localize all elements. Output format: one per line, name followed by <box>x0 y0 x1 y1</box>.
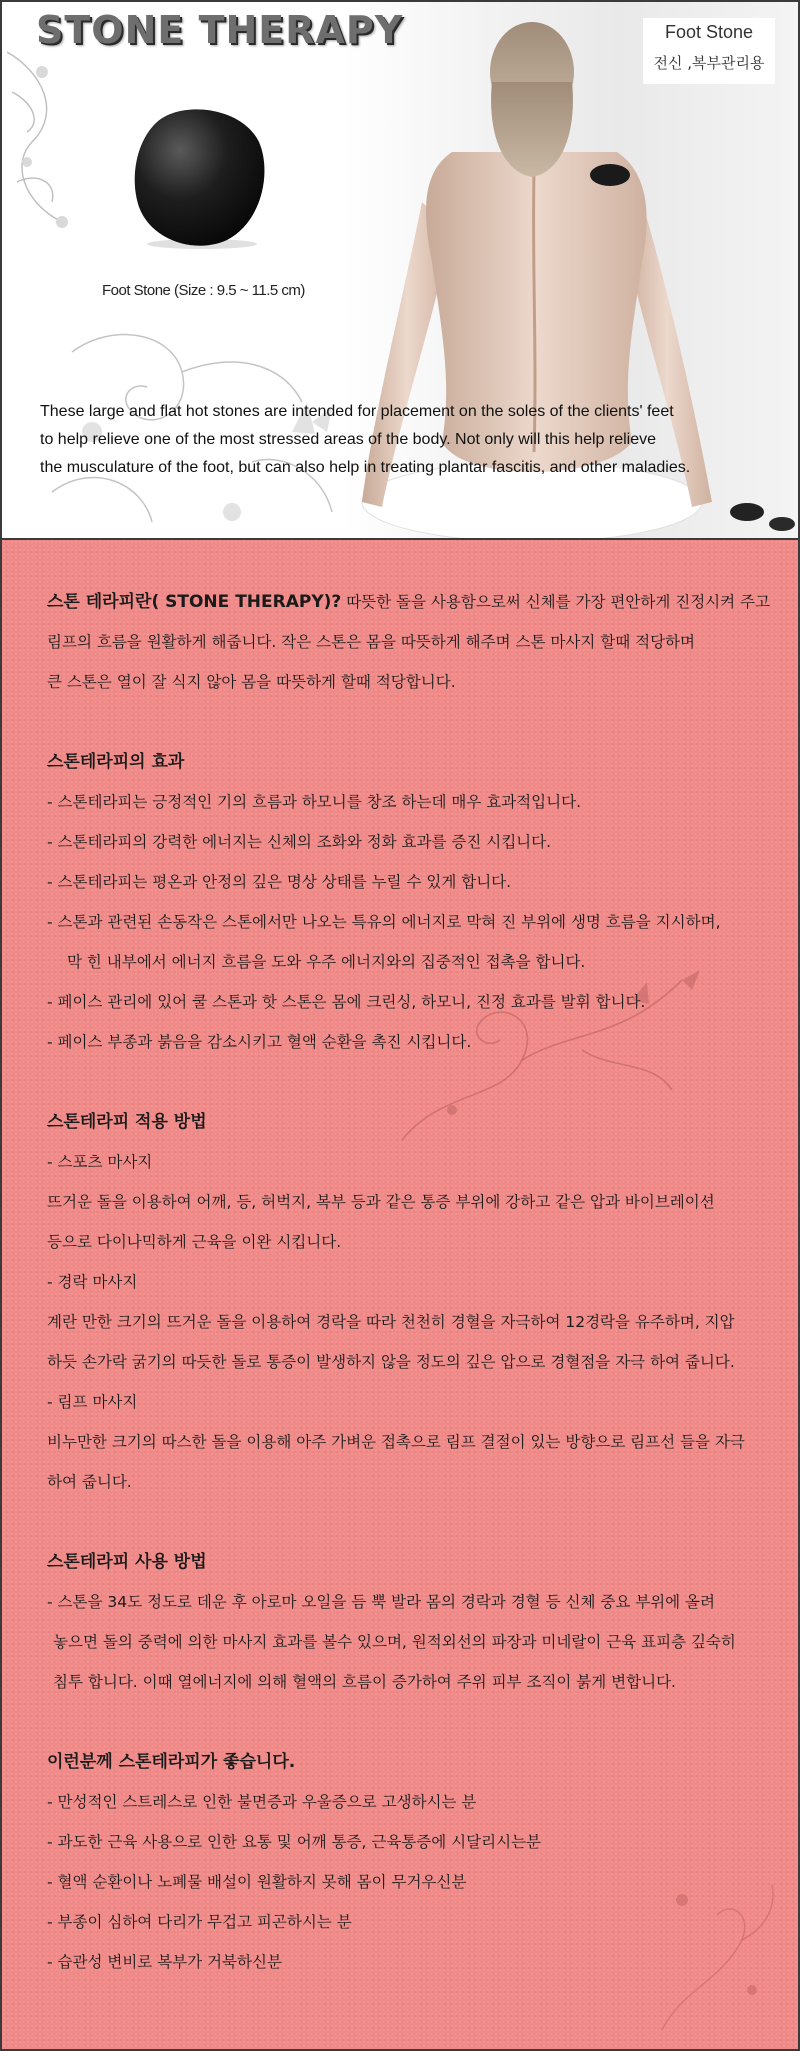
description-panel <box>0 540 800 2051</box>
usage-line: 놓으면 돌의 중력에 의한 마사지 효과를 볼수 있으며, 원적외선의 파장과 미네랄이 근육 표피층 깊숙히 <box>53 1633 736 1651</box>
usage-line: - 스톤을 34도 정도로 데운 후 아로마 오일을 듬 뿍 발라 몸의 경락과 경혈 등 신체 중요 부위에 올려 <box>47 1593 716 1611</box>
recommend-item: - 부종이 심하여 다리가 무겁고 피곤하시는 분 <box>47 1913 352 1931</box>
effects-item: - 페이스 관리에 있어 쿨 스톤과 핫 스톤은 몸에 크린싱, 하모니, 진정 효과를 발휘 합니다. <box>47 993 646 1011</box>
what-is-text: 따뜻한 돌을 사용함으로써 신체를 가장 편안하게 진정시켜 주고 <box>341 593 770 611</box>
recommend-item: - 습관성 변비로 복부가 거북하신분 <box>47 1953 282 1971</box>
effects-item: - 스톤과 관련된 손동작은 스톤에서만 나오는 특유의 에너지로 막혀 진 부위에 생명 흐름을 지시하며, <box>47 913 721 931</box>
methods-line: 하여 줍니다. <box>47 1473 132 1491</box>
methods-line: - 스포츠 마사지 <box>47 1153 153 1171</box>
methods-heading: 스톤테라피 적용 방법 <box>47 1112 207 1132</box>
recommend-item: - 혈액 순환이나 노폐물 배설이 원활하지 못해 몸이 무거우신분 <box>47 1873 467 1891</box>
usage-line: 침투 합니다. 이때 열에너지에 의해 혈액의 흐름이 증가하여 주위 피부 조직이 붉게 변합니다. <box>53 1673 676 1691</box>
badge-usage: 전신 ,복부관리용 <box>653 54 765 72</box>
methods-line: 계란 만한 크기의 뜨거운 돌을 이용하여 경락을 따라 천천히 경혈을 자극하여 12경락을 유주하며, 지압 <box>47 1313 735 1331</box>
effects-item: - 스톤테라피는 평온과 안정의 깊은 명상 상태를 누릴 수 있게 합니다. <box>47 873 512 891</box>
what-is-text: 림프의 흐름을 원활하게 해줍니다. 작은 스톤은 몸을 따뜻하게 해주며 스톤 마사지 할때 적당하며 <box>47 633 696 651</box>
methods-line: 비누만한 크기의 따스한 돌을 이용해 아주 가벼운 접촉으로 림프 결절이 있는 방향으로 림프선 들을 자극 <box>47 1433 745 1451</box>
stone-size-caption: Foot Stone (Size : 9.5 ~ 11.5 cm) <box>102 282 305 299</box>
effects-item: - 스톤테라피의 강력한 에너지는 신체의 조화와 정화 효과를 증진 시킵니다. <box>47 833 552 851</box>
effects-item: - 페이스 부종과 붉음을 감소시키고 혈액 순환을 촉진 시킵니다. <box>47 1033 472 1051</box>
floral-ornament-left <box>2 32 92 262</box>
usage-heading: 스톤테라피 사용 방법 <box>47 1552 207 1572</box>
methods-line: 등으로 다이나믹하게 근육을 이완 시킵니다. <box>47 1233 342 1251</box>
methods-line: 하듯 손가락 굵기의 따듯한 돌로 통증이 발생하지 않을 정도의 깊은 압으로 경혈점을 자극 하여 줍니다. <box>47 1353 735 1371</box>
page-title: STONE THERAPY <box>36 8 404 52</box>
foot-stone-image <box>127 102 272 252</box>
what-is-heading: 스톤 테라피란( STONE THERAPY)? <box>47 592 342 612</box>
what-is-text: 큰 스톤은 열이 잘 식지 않아 몸을 따뜻하게 할때 적당합니다. <box>47 673 456 691</box>
product-banner <box>0 0 800 540</box>
intro-line: the musculature of the foot, but can also help in treating plantar fascitis, and other maladies. <box>40 459 691 476</box>
description-content <box>47 582 777 1982</box>
effects-item: - 스톤테라피는 긍정적인 기의 흐름과 하모니를 창조 하는데 매우 효과적입니다. <box>47 793 582 811</box>
methods-line: - 림프 마사지 <box>47 1393 138 1411</box>
product-badge <box>643 18 775 84</box>
recommend-heading: 이런분께 스톤테라피가 좋습니다. <box>47 1752 296 1772</box>
intro-line: to help relieve one of the most stressed areas of the body. Not only will this help relieve <box>40 431 657 448</box>
intro-text <box>40 398 780 482</box>
recommend-item: - 과도한 근육 사용으로 인한 요통 및 어깨 통증, 근육통증에 시달리시는분 <box>47 1833 542 1851</box>
effects-item: 막 힌 내부에서 에너지 흐름을 도와 우주 에너지와의 집중적인 접촉을 합니다. <box>67 953 586 971</box>
effects-heading: 스톤테라피의 효과 <box>47 752 185 772</box>
badge-product-name: Foot Stone <box>664 22 754 42</box>
recommend-item: - 만성적인 스트레스로 인한 불면증과 우울증으로 고생하시는 분 <box>47 1793 477 1811</box>
what-is-line <box>47 582 777 622</box>
methods-line: - 경락 마사지 <box>47 1273 138 1291</box>
methods-line: 뜨거운 돌을 이용하여 어깨, 등, 허벅지, 복부 등과 같은 통증 부위에 강하고 같은 압과 바이브레이션 <box>47 1193 715 1211</box>
intro-line: These large and flat hot stones are intended for placement on the soles of the clients' feet <box>40 403 674 420</box>
